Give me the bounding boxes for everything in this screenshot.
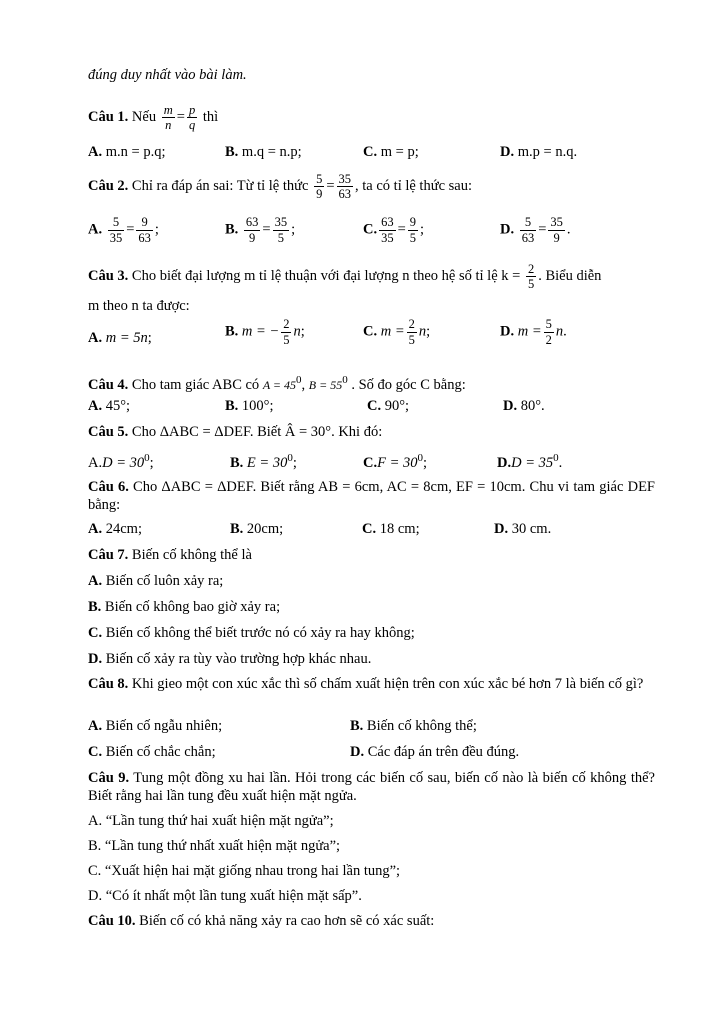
question-2: Câu 2. Chỉ ra đáp án sai: Từ tỉ lệ thức $\frac{5}{9}$ = $\frac{35}{63}$ , ta có tỉ lệ thức sau: xyxy=(88,171,472,202)
fraction: $\frac{p}{q}$ xyxy=(188,102,196,133)
option-b: B. 100°; xyxy=(225,398,274,414)
question-3-line2: m theo n ta được: xyxy=(88,298,190,314)
question-5: Câu 5. Cho ΔABC = ΔDEF. Biết Â = 30°. Khi đó: xyxy=(88,424,383,440)
option-c: C. m = p; xyxy=(363,144,419,160)
question-3: Câu 3. Cho biết đại lượng m tỉ lệ thuận với đại lượng n theo hệ số tỉ lệ k = $\frac{2}{5}$ . Biểu diễn xyxy=(88,261,602,292)
option-a: A. Biến cố ngẫu nhiên; xyxy=(88,718,223,734)
fraction: $\frac{m}{n}$ xyxy=(163,102,173,133)
option-a: A. 45°; xyxy=(88,398,131,414)
fraction: $\frac{5}{9}$ xyxy=(316,171,323,202)
option-b: B. Biến cố không thể; xyxy=(350,718,477,734)
option-b: B. “Lần tung thứ nhất xuất hiện mặt ngửa”; xyxy=(88,838,341,854)
option-c: C. 18 cm; xyxy=(362,521,420,537)
option-b: B. $\frac{63}{9}$ = $\frac{35}{5}$ ; xyxy=(225,215,296,245)
question-label: Câu 1. xyxy=(88,109,129,125)
option-c: C. m = $\frac{2}{5}$ n; xyxy=(363,317,431,347)
question-10: Câu 10. Biến cố có khả năng xảy ra cao hơn sẽ có xác suất: xyxy=(88,913,435,929)
fraction: $\frac{2}{5}$ xyxy=(527,261,535,292)
option-a: A. Biến cố luôn xảy ra; xyxy=(88,573,224,589)
option-c: C. Biến cố chắc chắn; xyxy=(88,744,216,760)
option-d: D. 80°. xyxy=(503,398,545,414)
option-d: D. m.p = n.q. xyxy=(500,144,578,160)
option-a: A. m = 5n; xyxy=(88,330,152,346)
option-a: A. 24cm; xyxy=(88,521,142,537)
option-d: D. Các đáp án trên đều đúng. xyxy=(350,744,520,760)
option-d: D. $\frac{5}{63}$ = $\frac{35}{9}$ . xyxy=(500,215,571,245)
option-d: D. Biến cố xảy ra tùy vào trường hợp khác nhau. xyxy=(88,651,372,667)
fraction: $\frac{35}{63}$ xyxy=(338,171,352,202)
option-a: A. m.n = p.q; xyxy=(88,144,166,160)
option-d: D. m = $\frac{5}{2}$ n. xyxy=(500,317,567,347)
option-b: B. m.q = n.p; xyxy=(225,144,302,160)
question-9: Câu 9. Tung một đồng xu hai lần. Hỏi trong các biến cố sau, biến cố nào là biến cố không thể? Biết rằng hai lần tung đều xuất hiện mặt ngửa. xyxy=(88,770,655,804)
question-6: Câu 6. Cho ΔABC = ΔDEF. Biết rằng AB = 6cm, AC = 8cm, EF = 10cm. Chu vi tam giác DEF bằng: xyxy=(88,479,655,513)
option-c: C. “Xuất hiện hai mặt giống nhau trong hai lần tung”; xyxy=(88,863,401,879)
question-8: Câu 8. Khi gieo một con xúc xắc thì số chấm xuất hiện trên con xúc xắc bé hơn 7 là biến cố gì? xyxy=(88,676,644,692)
option-c: C. 90°; xyxy=(367,398,410,414)
option-d: D. “Có ít nhất một lần tung xuất hiện mặt sấp”. xyxy=(88,888,362,904)
option-d: $D.D = 35^0$. xyxy=(497,452,563,471)
option-c: C. Biến cố không thể biết trước nó có xảy ra hay không; xyxy=(88,625,415,641)
option-c: $C.F = 30^0$; xyxy=(363,452,428,471)
question-7: Câu 7. Biến cố không thể là xyxy=(88,547,252,563)
option-b: B. m = − $\frac{2}{5}$ n; xyxy=(225,317,305,347)
option-a: $A.D = 30^0$; xyxy=(88,452,154,471)
question-1: Câu 1. Nếu $\frac{m}{n}$ = $\frac{p}{q}$ thì xyxy=(88,102,219,133)
option-b: B. Biến cố không bao giờ xảy ra; xyxy=(88,599,281,615)
option-b: B. 20cm; xyxy=(230,521,284,537)
option-a: A. $\frac{5}{35}$ = $\frac{9}{63}$ ; xyxy=(88,215,159,245)
option-d: D. 30 cm. xyxy=(494,521,552,537)
question-4: Câu 4. Cho tam giác ABC có $A = 45^0$, $B = 55^0$ . Số đo góc C bằng: xyxy=(88,374,466,393)
option-b: B. $E = 30^0$; xyxy=(230,452,297,471)
intro-text: đúng duy nhất vào bài làm. xyxy=(88,67,247,83)
option-c: C. $\frac{63}{35}$ = $\frac{9}{5}$ ; xyxy=(363,215,425,245)
option-a: A. “Lần tung thứ hai xuất hiện mặt ngửa”; xyxy=(88,813,334,829)
